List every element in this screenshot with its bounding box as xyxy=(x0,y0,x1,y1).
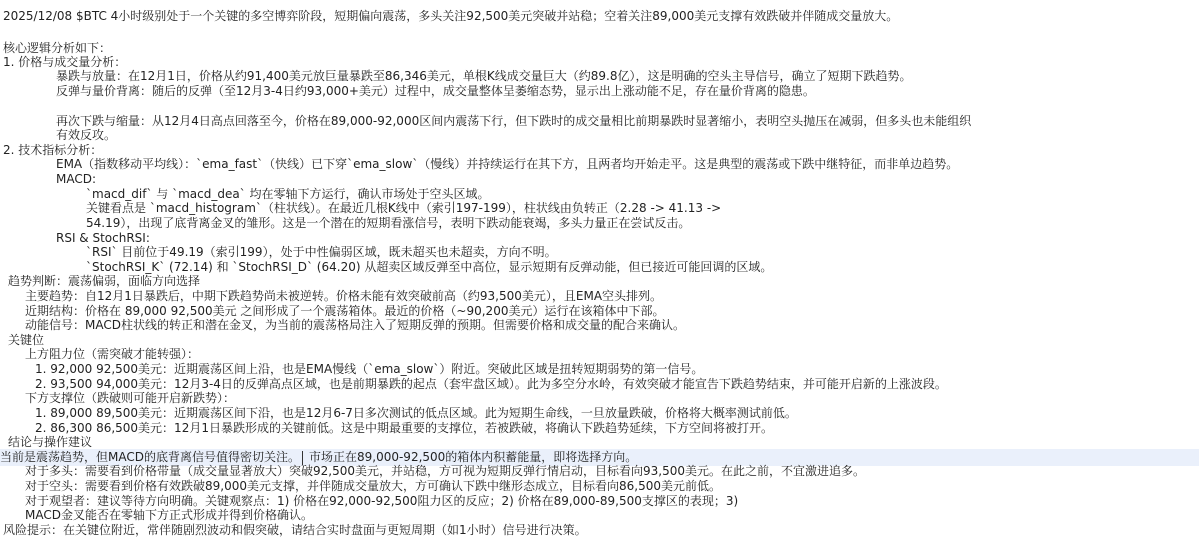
paragraph-line: 有效反攻。 xyxy=(56,128,117,142)
paragraph-line: 54.19），出现了底背离金叉的雏形。这是一个潜在的短期看涨信号，表明下跌动能衰竭，多头力量正在尝试反击。 xyxy=(86,216,691,230)
section-heading: 趋势判断：震荡偏弱，面临方向选择 xyxy=(8,274,201,288)
paragraph-line: 对于空头：需要看到价格有效跌破89,000美元支撑，并伴随成交量放大，方可确认下跌中继形态成立，目标看向86,500美元前低。 xyxy=(25,479,721,493)
paragraph-line: `RSI` 目前位于49.19（索引199），处于中性偏弱区域，既未超买也未超卖，方向不明。 xyxy=(86,245,557,259)
paragraph-text: 市场正在89,000-92,500的箱体内积蓄能量，即将选择方向。 xyxy=(308,450,638,464)
subsection-heading: 2. 技术指标分析： xyxy=(3,143,103,157)
paragraph-line: 暴跌与放量：在12月1日，价格从约91,400美元放巨量暴跌至86,346美元，单根K线成交量巨大（约89.8亿），这是明确的空头主导信号，确立了短期下跌趋势。 xyxy=(56,69,912,83)
list-item: 2. 93,500 94,000美元：12月3-4日的反弹高点区域，也是前期暴跌的起点（套牢盘区域）。此为多空分水岭，有效突破才能宣告下跌趋势结束，并可能开启新的上涨波段。 xyxy=(35,377,947,391)
list-item: 2. 86,300 86,500美元：12月1日暴跌形成的关键前低。这是中期最重要的支撑位，若被跌破，将确认下跌趋势延续，下方空间将被打开。 xyxy=(35,421,773,435)
subsection-heading: 上方阻力位（需突破才能转强）： xyxy=(25,347,200,361)
subsection-heading: 下方支撑位（跌破则可能开启新跌势）： xyxy=(25,391,236,405)
section-heading: 结论与操作建议 xyxy=(8,435,93,449)
paragraph-line: 对于多头：需要看到价格带量（成交量显著放大）突破92,500美元，并站稳，方可视为短期反弹行情启动，目标看向93,500美元。在此之前，不宜激进追多。 xyxy=(25,464,865,478)
list-item: 1. 89,000 89,500美元：近期震荡区间下沿，也是12月6-7日多次测试的低点区域。此为短期生命线，一旦放量跌破，价格将大概率测试前低。 xyxy=(35,406,797,420)
paragraph-line: RSI & StochRSI: xyxy=(56,231,150,245)
paragraph-line: EMA（指数移动平均线）：`ema_fast`（快线）已下穿`ema_slow`（慢线）并持续运行在其下方，且两者均开始走平。这是典型的震荡或下跌中继特征，而非单边趋势。 xyxy=(56,157,959,171)
paragraph-line: 对于观望者：建议等待方向明确。关键观察点：1) 价格在92,000-92,500阻力区的反应；2) 价格在89,000-89,500支撑区的表现；3) xyxy=(25,494,739,508)
paragraph-line: `macd_dif` 与 `macd_dea` 均在零轴下方运行，确认市场处于空头区域。 xyxy=(86,187,490,201)
paragraph-line: MACD金叉能否在零轴下方正式形成并得到价格确认。 xyxy=(25,508,313,522)
paragraph-line: `StochRSI_K` (72.14) 和 `StochRSI_D` (64.20) 从超卖区域反弹至中高位，显示短期有反弹动能，但已接近可能回调的区域。 xyxy=(86,260,773,274)
paragraph-line: 动能信号：MACD柱状线的转正和潜在金叉，为当前的震荡格局注入了短期反弹的预期。但需要价格和成交量的配合来确认。 xyxy=(25,318,685,332)
paragraph-line: MACD: xyxy=(56,172,97,186)
subsection-heading: 1. 价格与成交量分析： xyxy=(3,55,127,69)
paragraph-line: 再次下跌与缩量：从12月4日高点回落至今，价格在89,000-92,000区间内震荡下行，但下跌时的成交量相比前期暴跌时显著缩小，表明空头抛压在减弱，但多头也未能组织 xyxy=(56,114,972,128)
paragraph-text: 当前是震荡趋势，但MACD的底背离信号值得密切关注。 xyxy=(0,450,300,464)
paragraph-line: 关键看点是 `macd_histogram`（柱状线）。在最近几根K线中（索引197-199），柱状线由负转正（2.28 -> 41.13 -> xyxy=(86,201,722,215)
risk-warning-line: 风险提示：在关键位附近，常伴随剧烈波动和假突破，请结合实时盘面与更短周期（如1小时）信号进行决策。 xyxy=(3,523,587,537)
paragraph-line: 近期结构：价格在 89,000 92,500美元 之间形成了一个震荡箱体。最近的价格（~90,200美元）运行在该箱体中下部。 xyxy=(25,304,665,318)
summary-line: 2025/12/08 $BTC 4小时级别处于一个关键的多空博弈阶段，短期偏向震荡，多头关注92,500美元突破并站稳；空着关注89,000美元支撑有效跌破并伴随成交量放大。 xyxy=(3,9,899,23)
section-heading: 核心逻辑分析如下： xyxy=(3,41,112,55)
list-item: 1. 92,000 92,500美元：近期震荡区间上沿，也是EMA慢线（`ema_slow`）附近。突破此区域是扭转短期弱势的第一信号。 xyxy=(35,362,704,376)
paragraph-line: 主要趋势：自12月1日暴跌后，中期下跌趋势尚未被逆转。价格未能有效突破前高（约93,500美元），且EMA空头排列。 xyxy=(25,289,663,303)
paragraph-line: 反弹与量价背离：随后的反弹（至12月3-4日约93,000+美元）过程中，成交量整体呈萎缩态势，显示出上涨动能不足，存在量价背离的隐患。 xyxy=(56,84,815,98)
section-heading: 关键位 xyxy=(8,333,45,347)
